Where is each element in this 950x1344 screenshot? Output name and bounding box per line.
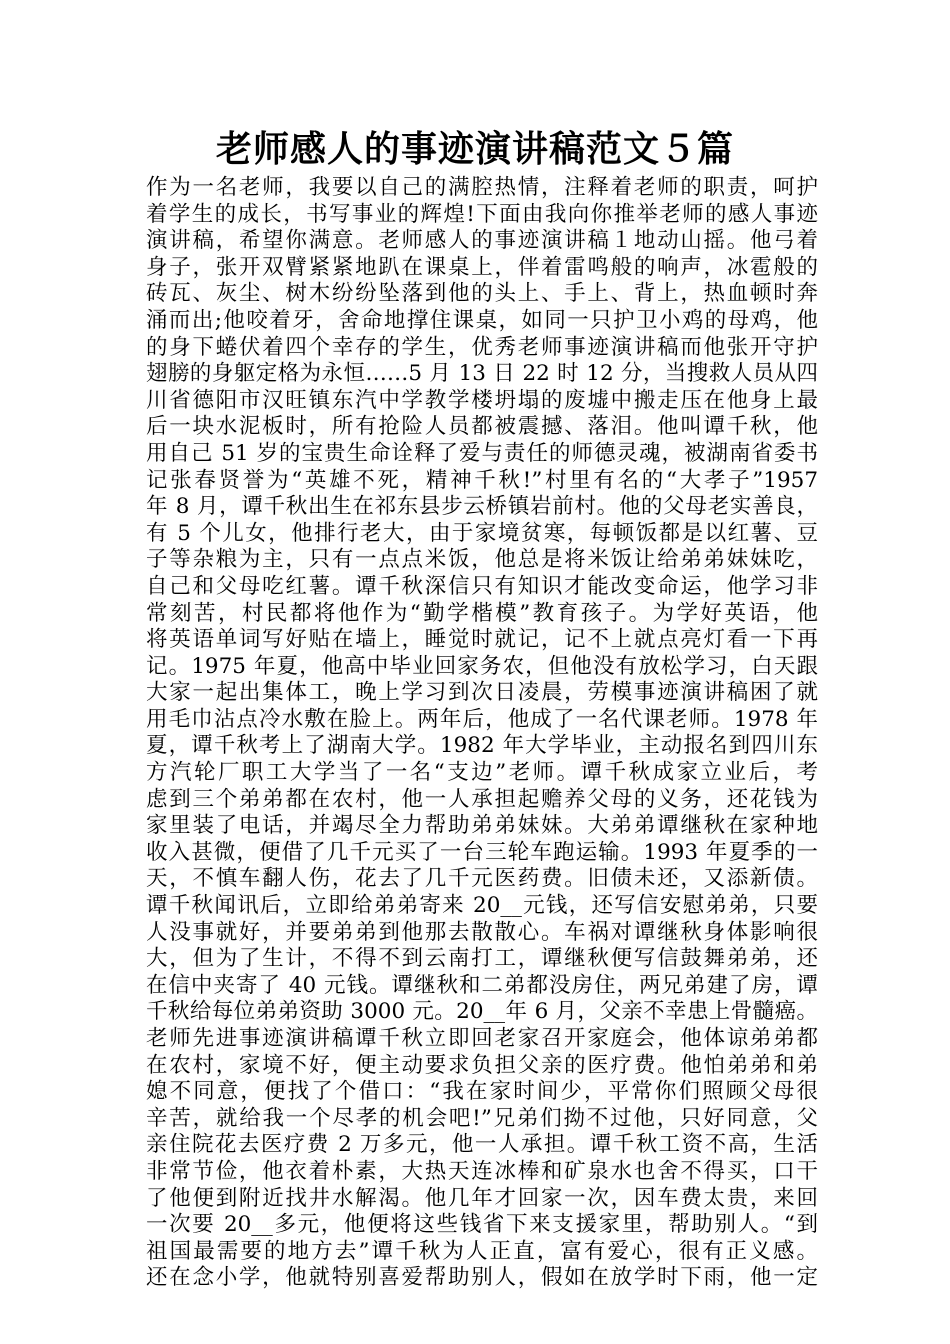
body-line: 川省德阳市汉旺镇东汽中学教学楼坍塌的废墟中搬走压在他身上最 (146, 387, 818, 413)
body-line: 收入甚微，便借了几千元买了一台三轮车跑运输。1993 年夏季的一 (146, 839, 818, 865)
body-line: 自己和父母吃红薯。谭千秋深信只有知识才能改变命运，他学习非 (146, 573, 818, 599)
body-line: 年 8 月，谭千秋出生在祁东县步云桥镇岩前村。他的父母老实善良， (146, 494, 818, 520)
body-line: 了他便到附近找井水解渴。他几年才回家一次，因车费太贵，来回 (146, 1185, 818, 1211)
body-line: 有 5 个儿女，他排行老大，由于家境贫寒，每顿饭都是以红薯、豆 (146, 520, 818, 546)
body-line: 老师先进事迹演讲稿谭千秋立即回老家召开家庭会，他体谅弟弟都 (146, 1026, 818, 1051)
body-line: 记。1975 年夏，他高中毕业回家务农，但他没有放松学习，白天跟 (146, 653, 818, 679)
body-line: 亲住院花去医疗费 2 万多元，他一人承担。谭千秋工资不高，生活 (146, 1132, 818, 1158)
body-line: 翅膀的身躯定格为永恒……5 月 13 日 22 时 12 分，当搜救人员从四 (146, 361, 818, 387)
body-line: 夏，谭千秋考上了湖南大学。1982 年大学毕业，主动报名到四川东 (146, 733, 818, 759)
body-line: 用自己 51 岁的宝贵生命诠释了爱与责任的师德灵魂，被湖南省委书 (146, 440, 818, 466)
body-line: 身子，张开双臂紧紧地趴在课桌上，伴着雷鸣般的响声，冰雹般的 (146, 254, 818, 280)
body-line: 子等杂粮为主，只有一点点米饭，他总是将米饭让给弟弟妹妹吃， (146, 547, 818, 573)
body-line: 作为一名老师，我要以自己的满腔热情，注释着老师的职责，呵护 (146, 175, 818, 200)
body-line: 方汽轮厂职工大学当了一名“支边”老师。谭千秋成家立业后，考 (146, 760, 818, 786)
document-body (146, 175, 818, 1292)
body-line: 家里装了电话，并竭尽全力帮助弟弟妹妹。大弟弟谭继秋在家种地 (146, 813, 818, 839)
body-line: 的身下蜷伏着四个幸存的学生，优秀老师事迹演讲稿而他张开守护 (146, 334, 818, 360)
body-line: 大家一起出集体工，晚上学习到次日凌晨，劳模事迹演讲稿困了就 (146, 680, 818, 706)
body-line: 后一块水泥板时，所有抢险人员都被震撼、落泪。他叫谭千秋，他 (146, 414, 818, 440)
body-line: 砖瓦、灰尘、树木纷纷坠落到他的头上、手上、背上，热血顿时奔 (146, 281, 818, 307)
body-line: 涌而出;他咬着牙，舍命地撑住课桌，如同一只护卫小鸡的母鸡，他 (146, 307, 818, 333)
body-line: 在农村，家境不好，便主动要求负担父亲的医疗费。他怕弟弟和弟 (146, 1052, 818, 1078)
body-line: 辛苦，就给我一个尽孝的机会吧!”兄弟们拗不过他，只好同意，父 (146, 1105, 818, 1131)
body-line: 非常节俭，他衣着朴素，大热天连冰棒和矿泉水也舍不得买，口干 (146, 1158, 818, 1184)
body-line: 祖国最需要的地方去”谭千秋为人正直，富有爱心，很有正义感。 (146, 1238, 818, 1264)
body-line: 大，但为了生计，不得不到云南打工，谭继秋便写信鼓舞弟弟，还 (146, 946, 818, 972)
body-line: 记张春贤誉为“英雄不死，精神千秋!”村里有名的“大孝子”1957 (146, 467, 818, 493)
body-line: 用毛巾沾点冷水敷在脸上。两年后，他成了一名代课老师。1978 年 (146, 706, 818, 732)
body-line: 将英语单词写好贴在墙上，睡觉时就记，记不上就点亮灯看一下再 (146, 627, 818, 653)
body-line: 虑到三个弟弟都在农村，他一人承担起赡养父母的义务，还花钱为 (146, 786, 818, 812)
body-line: 一次要 20__多元，他便将这些钱省下来支援家里，帮助别人。“到 (146, 1212, 818, 1238)
body-line: 还在念小学，他就特别喜爱帮助别人，假如在放学时下雨，他一定 (146, 1265, 818, 1291)
body-line: 千秋给每位弟弟资助 3000 元。20__年 6 月，父亲不幸患上骨髓癌。 (146, 999, 818, 1025)
body-line: 演讲稿，希望你满意。老师感人的事迹演讲稿１地动山摇。他弓着 (146, 228, 818, 254)
body-line: 谭千秋闻讯后，立即给弟弟寄来 20__元钱，还写信安慰弟弟，只要 (146, 893, 818, 919)
body-line: 常刻苦，村民都将他作为“勤学楷模”教育孩子。为学好英语，他 (146, 600, 818, 626)
body-line: 在信中夹寄了 40 元钱。谭继秋和二弟都没房住，两兄弟建了房，谭 (146, 972, 818, 998)
document-title: 老师感人的事迹演讲稿范文５篇 (215, 129, 734, 170)
body-line: 媳不同意，便找了个借口：“我在家时间少，平常你们照顾父母很 (146, 1079, 818, 1105)
body-line: 天，不慎车翻人伤，花去了几千元医药费。旧债未还，又添新债。 (146, 866, 818, 892)
body-line: 人没事就好，并要弟弟到他那去散散心。车祸对谭继秋身体影响很 (146, 919, 818, 945)
body-line: 着学生的成长，书写事业的辉煌!下面由我向你推举老师的感人事迹 (146, 201, 818, 227)
